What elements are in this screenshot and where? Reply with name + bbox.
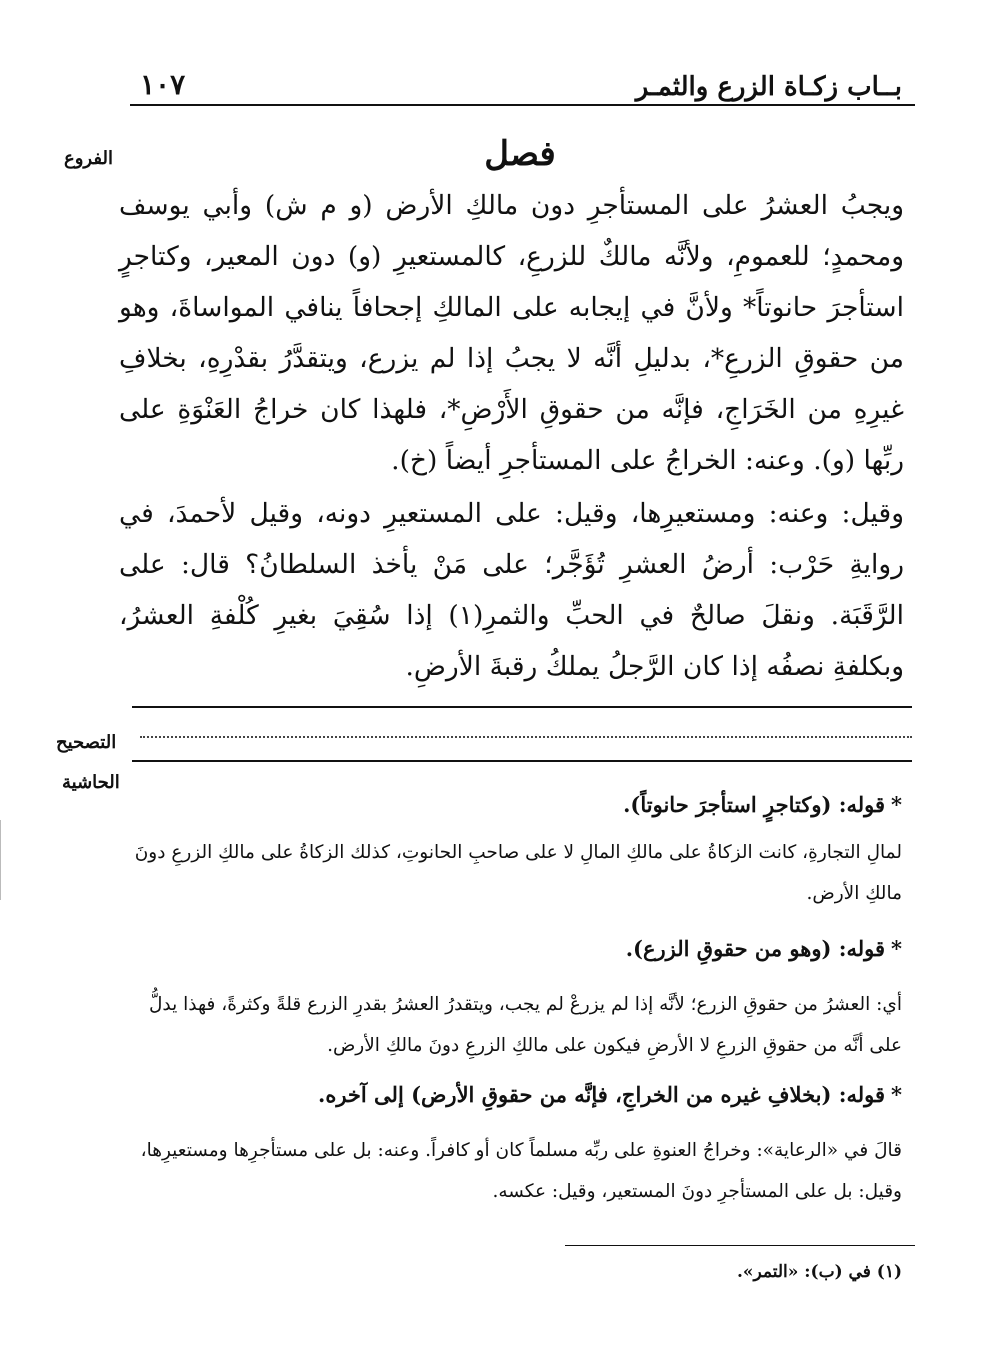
page-number: ١٠٧: [140, 68, 186, 101]
note-body-2: أي: العشرُ من حقوقِ الزرع؛ لأنَّه إذا لم يزرعْ لم يجب، ويتقدرُ العشرُ بقدرِ الزرع قلةً وكثرةً، فهذا يدلُّ على أنَّه من حقوقِ الزرعِ لا الأرضِ فيكون على مالكِ الزرعِ دونَ مالكِ الأرض.: [148, 994, 902, 1056]
note-body-1: لمالِ التجارةِ، كانت الزكاةُ على مالكِ المالِ لا على صاحبِ الحانوتِ، كذلك الزكاةُ على مالكِ الزرعِ دونَ مالكِ الأرض.: [134, 842, 902, 904]
footnote-rule: [565, 1245, 915, 1246]
note-heading-text: قوله: (وهو من حقوقِ الزرع).: [625, 936, 886, 961]
section-divider-top: [132, 706, 912, 708]
note-heading-text: قوله: (بخلافِ غيره من الخراجِ، فإنَّه من حقوقِ الأرض) إلى آخره.: [318, 1082, 886, 1107]
tashih-dotted-line: [140, 736, 912, 738]
scan-edge-mark: [0, 820, 1, 900]
asterisk-marker: *: [891, 792, 902, 817]
main-paragraph-1: ويجبُ العشرُ على المستأجرِ دون مالكِ الأرض (و م ش) وأبي يوسف ومحمدٍ؛ للعمومِ، ولأنَّه مالكٌ للزرعِ، كالمستعيرِ (و) دون المعير، وكتاجرٍ استأجرَ حانوتاً* ولأنَّ في إيجابه على المالكِ إجحافاً ينافي المواساةَ، وهو من حقوقِ الزرعِ*، بدليلِ أنَّه لا يجبُ إذا لم يزرع، ويتقدَّرُ بقدْرِهِ، بخلافِ غيرِهِ من الخَرَاجِ، فإنَّه من حقوقِ الأَرْضِ*، فلهذا كان خراجُ العَنْوَةِ على ربِّها (و). وعنه: الخراجُ على المستأجرِ أيضاً (خ).: [119, 190, 904, 476]
note-body-3: قالَ في «الرعاية»: وخراجُ العنوةِ على ربِّه مسلماً كان أو كافراً. وعنه: بل على مستأجرِها ومستعيرِها، وقيل: بل على المستأجرِ دونَ المستعير، وقيل: عكسه.: [140, 1140, 902, 1202]
side-label-tashih: التصحيح: [56, 732, 117, 753]
header-rule: [130, 104, 915, 106]
note-heading-3: [318, 1082, 902, 1107]
asterisk-marker: *: [891, 1082, 902, 1107]
side-label-furu: الفروع: [64, 148, 113, 169]
note-heading-text: قوله: (وكتاجرٍ استأجرَ حانوتاً).: [623, 792, 886, 817]
side-label-hashiya: الحاشية: [62, 772, 120, 793]
section-divider-bottom: [132, 760, 912, 762]
section-title: فصل: [484, 134, 556, 174]
note-heading-1: [623, 792, 902, 817]
note-heading-2: [626, 936, 902, 961]
asterisk-marker: *: [891, 936, 902, 961]
footnote: (١) في (ب): «التمر».: [736, 1262, 902, 1282]
main-paragraph-2: وقيل: وعنه: ومستعيرِها، وقيل: على المستعيرِ دونه، وقيل لأحمدَ، في روايةِ حَرْب: أرضُ العشرِ تُؤَجَّر؛ على مَنْ يأخذ السلطانُ؟ قال: على الرَّقَبَة. ونقلَ صالحٌ في الحبِّ والثمرِ(١) إذا سُقِيَ بغيرِ كُلْفةِ العشرُ، وبكلفةِ نصفُه إذا كان الرَّجلُ يملكُ رقبةَ الأرضِ.: [119, 498, 904, 682]
running-header-title: بــاب زكـاة الزرع والثمـر: [635, 72, 902, 102]
